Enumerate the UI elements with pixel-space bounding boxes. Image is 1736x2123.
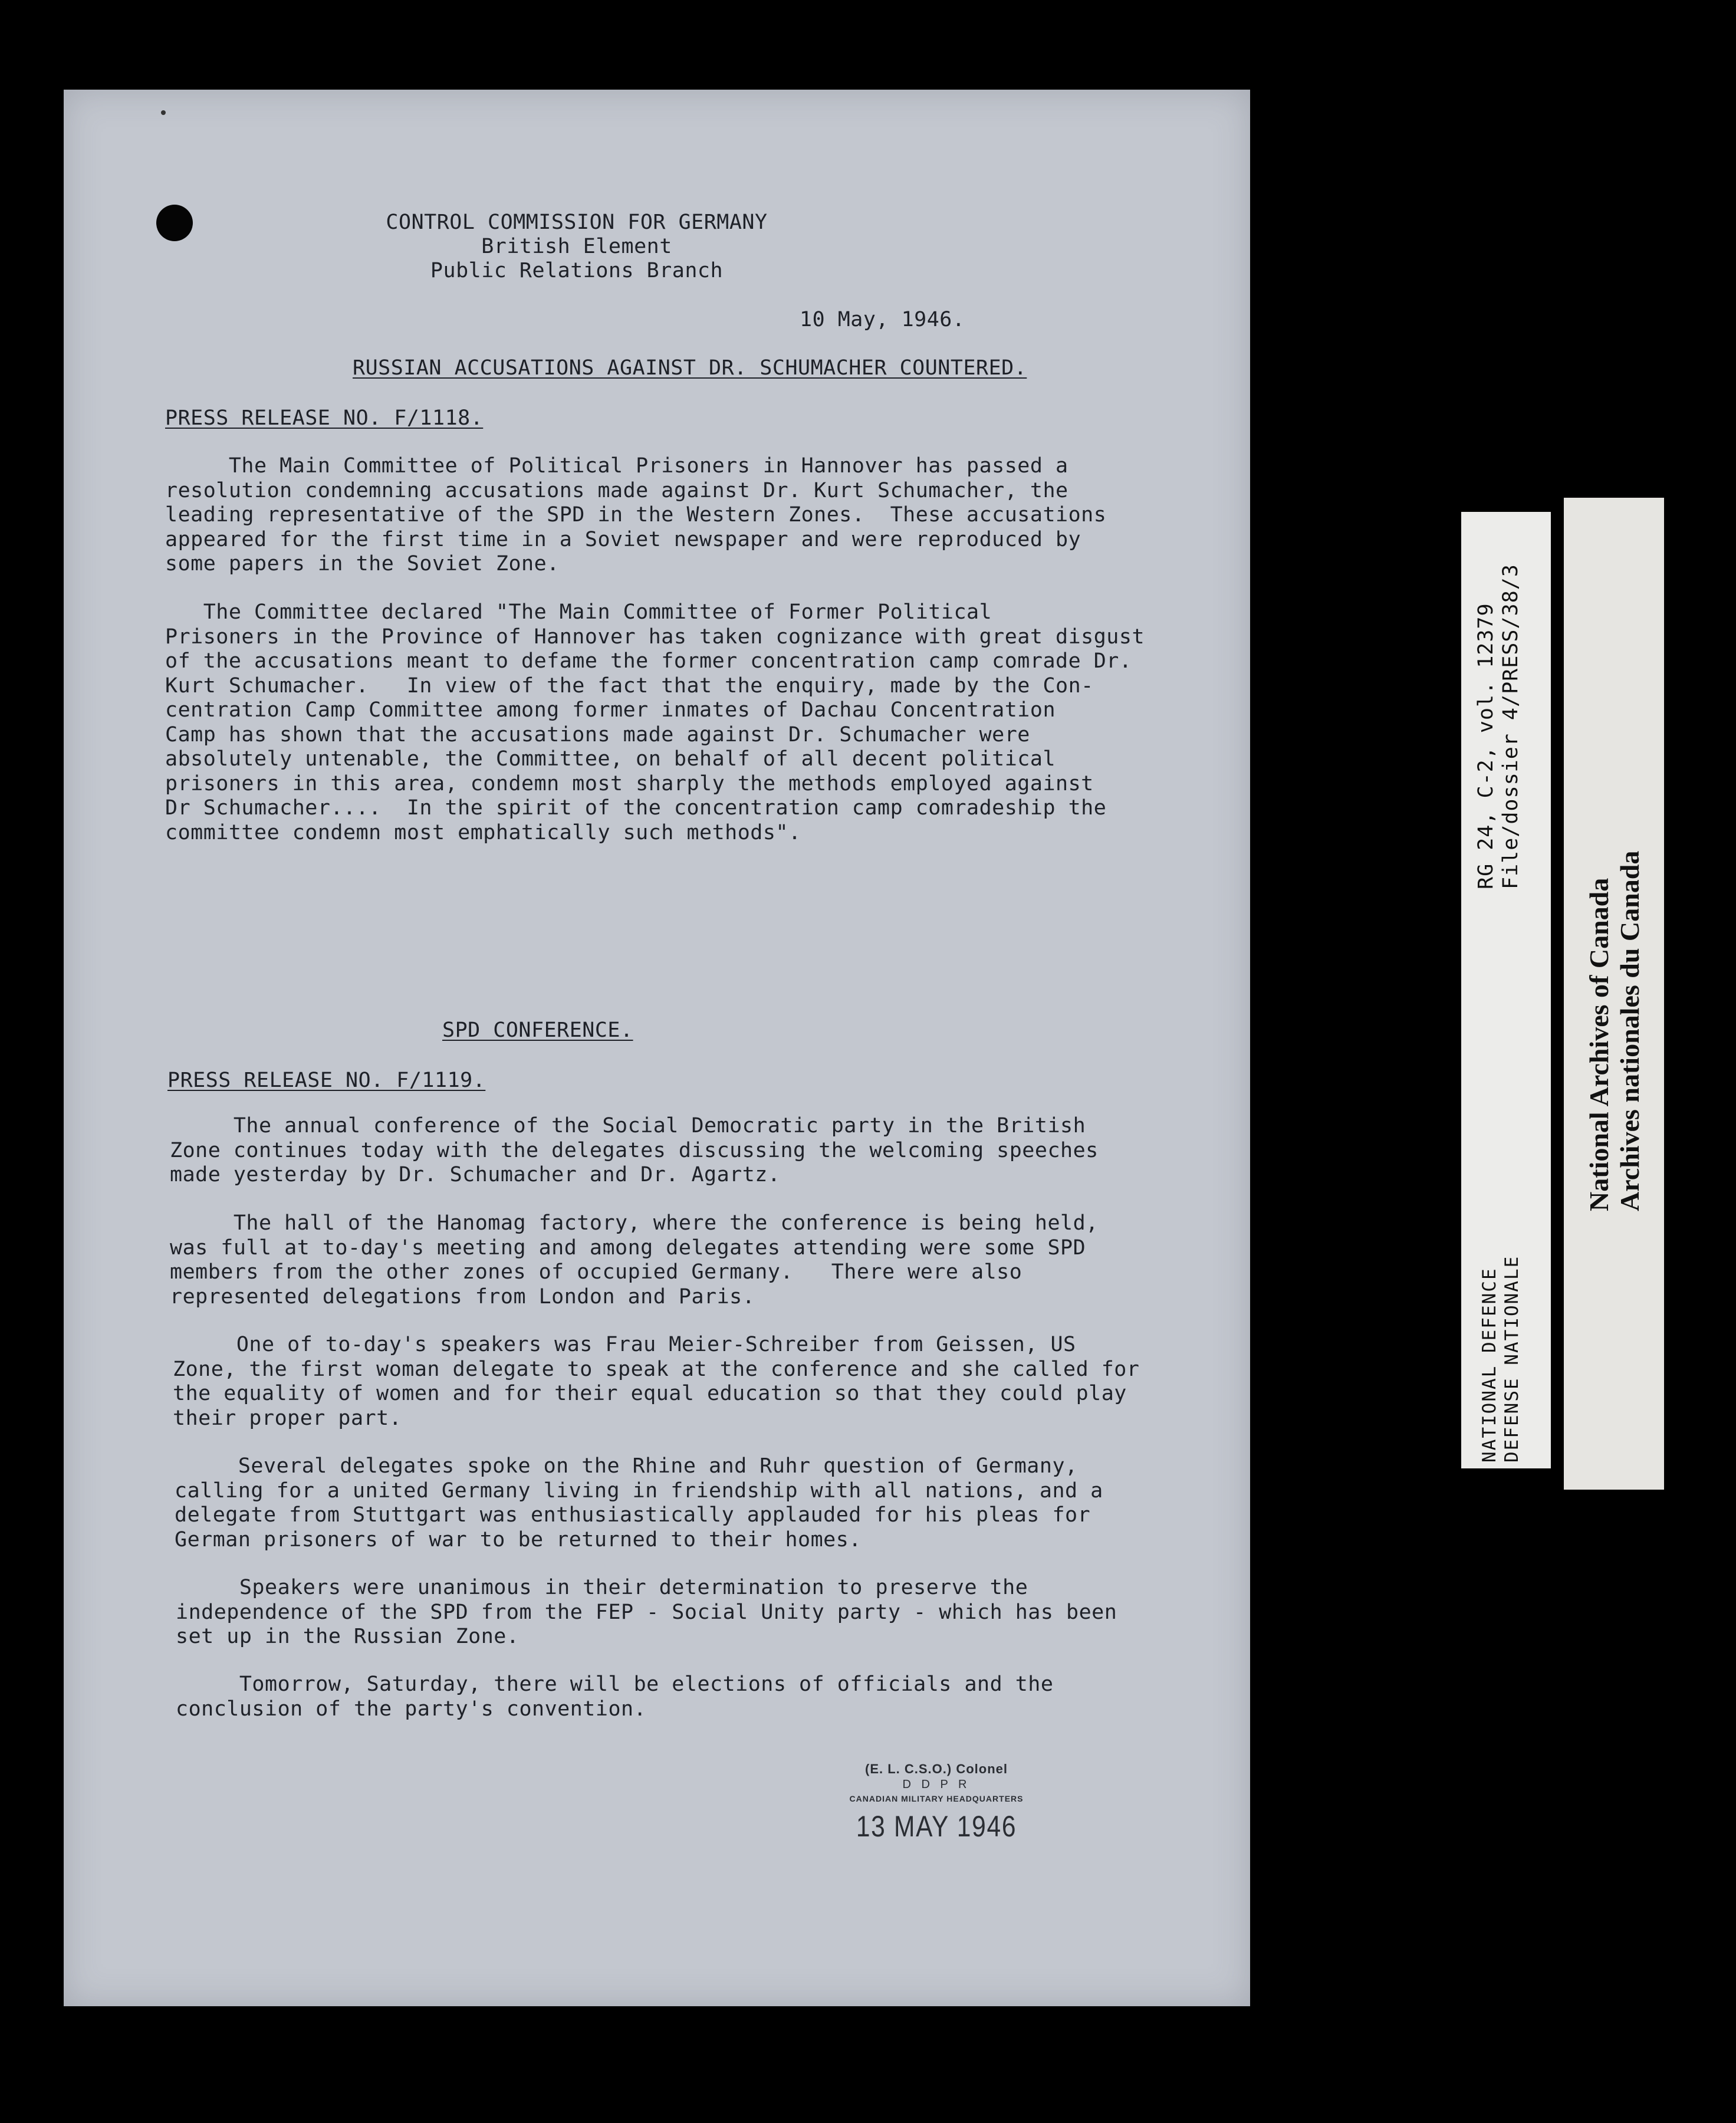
stamp-date: 13 MAY 1946 xyxy=(856,1810,1017,1843)
stamp-office: D D P R xyxy=(902,1778,971,1791)
archive-reference-line-2: File/dossier 4/PRESS/38/3 xyxy=(1499,564,1523,889)
text-line: The hall of the Hanomag factory, where the conference is being held, xyxy=(170,1211,1099,1235)
stamp-signatory: (E. L. C.S.O.) Colonel xyxy=(865,1762,1008,1776)
text-line: Several delegates spoke on the Rhine and Ruhr question of Germany, xyxy=(175,1454,1078,1478)
text-line: The Main Committee of Political Prisoners in Hannover has passed a xyxy=(165,454,1068,478)
text-line: the equality of women and for their equal education so that they could play xyxy=(173,1382,1127,1405)
release1-number: PRESS RELEASE NO. F/1118. xyxy=(165,406,484,430)
received-stamp xyxy=(783,1762,1090,1843)
release-date: 10 May, 1946. xyxy=(800,308,965,331)
text-line: The Committee declared "The Main Committee of Former Political xyxy=(165,600,992,624)
punch-hole xyxy=(156,205,193,241)
text-line: Zone continues today with the delegates discussing the welcoming speeches xyxy=(170,1138,1099,1162)
release1-paragraph-2 xyxy=(165,600,1145,845)
archive-reference-strip xyxy=(1461,512,1551,1468)
text-line: The annual conference of the Social Democratic party in the British xyxy=(170,1114,1086,1138)
text-line: Speakers were unanimous in their determination to preserve the xyxy=(176,1576,1028,1599)
text-line: Camp has shown that the accusations made against Dr. Schumacher were xyxy=(165,722,1030,747)
release2-paragraph-1 xyxy=(170,1114,1099,1188)
release2-paragraph-4 xyxy=(175,1454,1103,1552)
text-line: Tomorrow, Saturday, there will be elections of officials and the xyxy=(176,1672,1054,1696)
letterhead-branch: Public Relations Branch xyxy=(430,259,724,282)
letterhead-element: British Element xyxy=(481,235,672,258)
archives-canada-strip xyxy=(1564,498,1664,1490)
text-line: appeared for the first time in a Soviet newspaper and were reproduced by xyxy=(165,527,1081,551)
archive-reference-line-1: RG 24, C-2, vol. 12379 xyxy=(1474,603,1498,889)
release2-paragraph-2 xyxy=(170,1211,1099,1309)
text-line: members from the other zones of occupied Germany. There were also xyxy=(170,1260,1022,1284)
text-line: resolution condemning accusations made against Dr. Kurt Schumacher, the xyxy=(165,478,1068,502)
release2-headline: SPD CONFERENCE. xyxy=(442,1018,633,1042)
text-line: leading representative of the SPD in the Western Zones. These accusations xyxy=(165,503,1107,527)
text-line: represented delegations from London and Paris. xyxy=(170,1284,755,1309)
text-line: made yesterday by Dr. Schumacher and Dr. Agartz. xyxy=(170,1163,781,1187)
text-line: independence of the SPD from the FEP - Social Unity party - which has been xyxy=(176,1600,1117,1624)
text-line: of the accusations meant to defame the former concentration camp comrade Dr. xyxy=(165,649,1132,673)
department-line-1: NATIONAL DEFENCE xyxy=(1479,1267,1500,1463)
letterhead-organization: CONTROL COMMISSION FOR GERMANY xyxy=(386,211,768,234)
department-line-2: DEFENSE NATIONALE xyxy=(1501,1255,1523,1463)
archives-name-english: National Archives of Canada xyxy=(1584,878,1614,1211)
text-line: their proper part. xyxy=(173,1406,402,1430)
text-line: was full at to-day's meeting and among delegates attending were some SPD xyxy=(170,1235,1086,1260)
document-page xyxy=(64,90,1250,2006)
release2-paragraph-3 xyxy=(173,1333,1139,1431)
text-line: German prisoners of war to be returned to their homes. xyxy=(175,1527,862,1552)
release1-paragraph-1 xyxy=(165,454,1106,577)
text-line: centration Camp Committee among former inmates of Dachau Concentration xyxy=(165,698,1056,722)
text-line: conclusion of the party's convention. xyxy=(176,1697,647,1721)
text-line: absolutely untenable, the Committee, on behalf of all decent political xyxy=(165,747,1056,771)
text-line: set up in the Russian Zone. xyxy=(176,1625,520,1648)
text-line: prisoners in this area, condemn most sharply the methods employed against xyxy=(165,771,1094,796)
text-line: Dr Schumacher.... In the spirit of the concentration camp comradeship the xyxy=(165,796,1107,820)
text-line: delegate from Stuttgart was enthusiastically applauded for his pleas for xyxy=(175,1503,1091,1527)
text-line: Prisoners in the Province of Hannover has taken cognizance with great disgust xyxy=(165,625,1145,649)
text-line: some papers in the Soviet Zone. xyxy=(165,552,560,576)
release2-paragraph-6 xyxy=(176,1672,1053,1721)
text-line: Kurt Schumacher. In view of the fact that the enquiry, made by the Con- xyxy=(165,673,1094,698)
archives-name-french: Archives nationales du Canada xyxy=(1615,850,1645,1211)
release2-number: PRESS RELEASE NO. F/1119. xyxy=(167,1069,486,1092)
text-line: calling for a united Germany living in friendship with all nations, and a xyxy=(175,1478,1103,1503)
text-line: Zone, the first woman delegate to speak at the conference and she called for xyxy=(173,1357,1140,1381)
paper-speck xyxy=(161,110,166,115)
text-line: committee condemn most emphatically such methods". xyxy=(165,820,801,844)
release2-paragraph-5 xyxy=(176,1576,1117,1649)
text-line: One of to-day's speakers was Frau Meier-Schreiber from Geissen, US xyxy=(173,1333,1076,1356)
stamp-headquarters: CANADIAN MILITARY HEADQUARTERS xyxy=(849,1794,1024,1803)
release1-headline: RUSSIAN ACCUSATIONS AGAINST DR. SCHUMACHER COUNTERED. xyxy=(353,356,1027,380)
